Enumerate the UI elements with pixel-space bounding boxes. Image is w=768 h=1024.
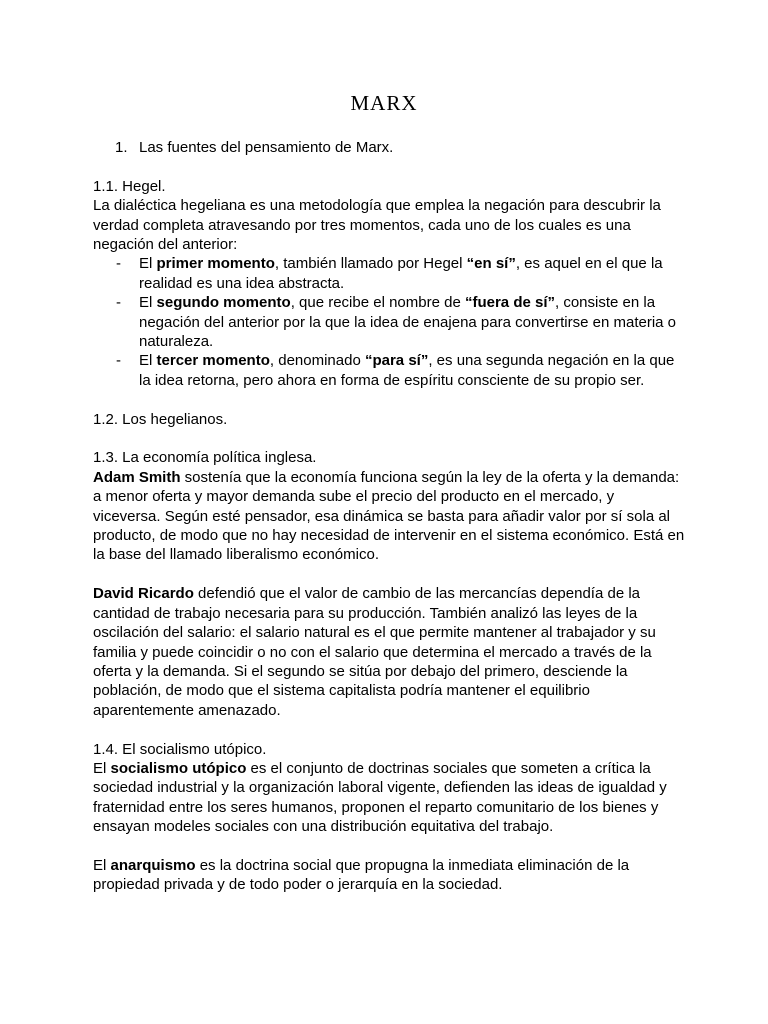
section-1-2-heading: 1.2. Los hegelianos. — [93, 410, 228, 428]
bullet-text: , que recibe el nombre de — [290, 294, 465, 312]
dash-marker: - — [116, 255, 121, 273]
bold-term: David Ricardo — [93, 585, 194, 603]
bullet-text: El — [139, 294, 157, 312]
bullet-text: El — [139, 352, 157, 370]
spacer — [93, 837, 685, 856]
bold-term: socialismo utópico — [110, 759, 247, 777]
section-number: 1. — [115, 139, 128, 156]
bullet-text: El — [139, 255, 157, 273]
bold-term: anarquismo — [110, 856, 196, 874]
hegel-intro-paragraph: La dialéctica hegeliana es una metodología que emplea la negación para descubrir la verdad completa atravesando por tres momentos, cada uno de los cuales es una negación del anterior: — [93, 197, 661, 254]
hegel-moments-list — [93, 254, 685, 390]
section-1-4-heading: 1.4. El socialismo utópico. — [93, 740, 267, 758]
david-ricardo-paragraph — [93, 584, 685, 720]
list-item-primer-momento — [93, 254, 685, 293]
bold-term: segundo momento — [156, 294, 291, 312]
bold-term: primer momento — [156, 255, 275, 273]
bold-term: Adam Smith — [93, 468, 181, 486]
section-1-heading — [93, 138, 685, 157]
bold-term: tercer momento — [156, 352, 270, 370]
bold-term: “fuera de sí” — [464, 294, 555, 312]
anarquismo-paragraph — [93, 856, 685, 895]
bullet-text: , denominado — [269, 352, 365, 370]
spacer — [93, 720, 685, 739]
paragraph-text: El — [93, 856, 111, 874]
list-item-tercer-momento — [93, 351, 685, 390]
section-1-title: Las fuentes del pensamiento de Marx. — [139, 139, 394, 156]
dash-marker: - — [116, 352, 121, 370]
bullet-text: , consiste en la negación del anterior por la que la idea de enajena para convertirse en materia o naturaleza. — [139, 294, 677, 351]
spacer — [93, 429, 685, 448]
paragraph-text: sostenía que la economía funciona según la ley de la oferta y la demanda: a menor oferta y mayor demanda sube el precio del producto en el mercado, y viceversa. Según esté pensador, esa dinámica se basta para añadir valor por sí sola al producto, de modo que no hay necesidad de intervenir en el sistema económico. Está en la base del llamado liberalismo económico. — [93, 468, 685, 564]
socialismo-utopico-paragraph — [93, 759, 685, 837]
document-body — [93, 138, 685, 895]
spacer — [93, 565, 685, 584]
spacer — [93, 390, 685, 409]
list-item-segundo-momento — [93, 293, 685, 351]
dash-marker: - — [116, 294, 121, 312]
paragraph-text: es el conjunto de doctrinas sociales que someten a crítica la sociedad industrial y la organización laboral vigente, defienden las ideas de igualdad y fraternidad entre los seres humanos, proponen el reparto comunitario de los bienes y ensayan modeles sociales con una distribución equitativa del trabajo. — [93, 759, 667, 836]
paragraph-text: El — [93, 759, 111, 777]
bullet-text: , es una segunda negación en la que la idea retorna, pero ahora en forma de espíritu consciente de su propio ser. — [139, 352, 675, 389]
bullet-text: , también llamado por Hegel — [274, 255, 467, 273]
bold-term: “en sí” — [466, 255, 516, 273]
document-title: MARX — [350, 91, 418, 115]
adam-smith-paragraph — [93, 468, 685, 565]
section-1-1-heading: 1.1. Hegel. — [93, 177, 166, 195]
spacer — [93, 157, 685, 176]
section-1-3-heading: 1.3. La economía política inglesa. — [93, 449, 317, 467]
paragraph-text: es la doctrina social que propugna la inmediata eliminación de la propiedad privada y de todo poder o jerarquía en la sociedad. — [93, 856, 630, 894]
paragraph-text: defendió que el valor de cambio de las mercancías dependía de la cantidad de trabajo necesaria para su producción. También analizó las leyes de la oscilación del salario: el salario natural es el que permite mantener al trabajador y su familia y puede coincidir o no con el salario que determina el mercado a través de la oferta y la demanda. Si el segundo se sitúa por debajo del primero, desciende la población, de modo que el sistema capitalista podría mantener el equilibrio aparentemente amenazado. — [93, 585, 656, 719]
bullet-text: , es aquel en el que la realidad es una idea abstracta. — [139, 255, 663, 292]
bold-term: “para sí” — [364, 352, 429, 370]
